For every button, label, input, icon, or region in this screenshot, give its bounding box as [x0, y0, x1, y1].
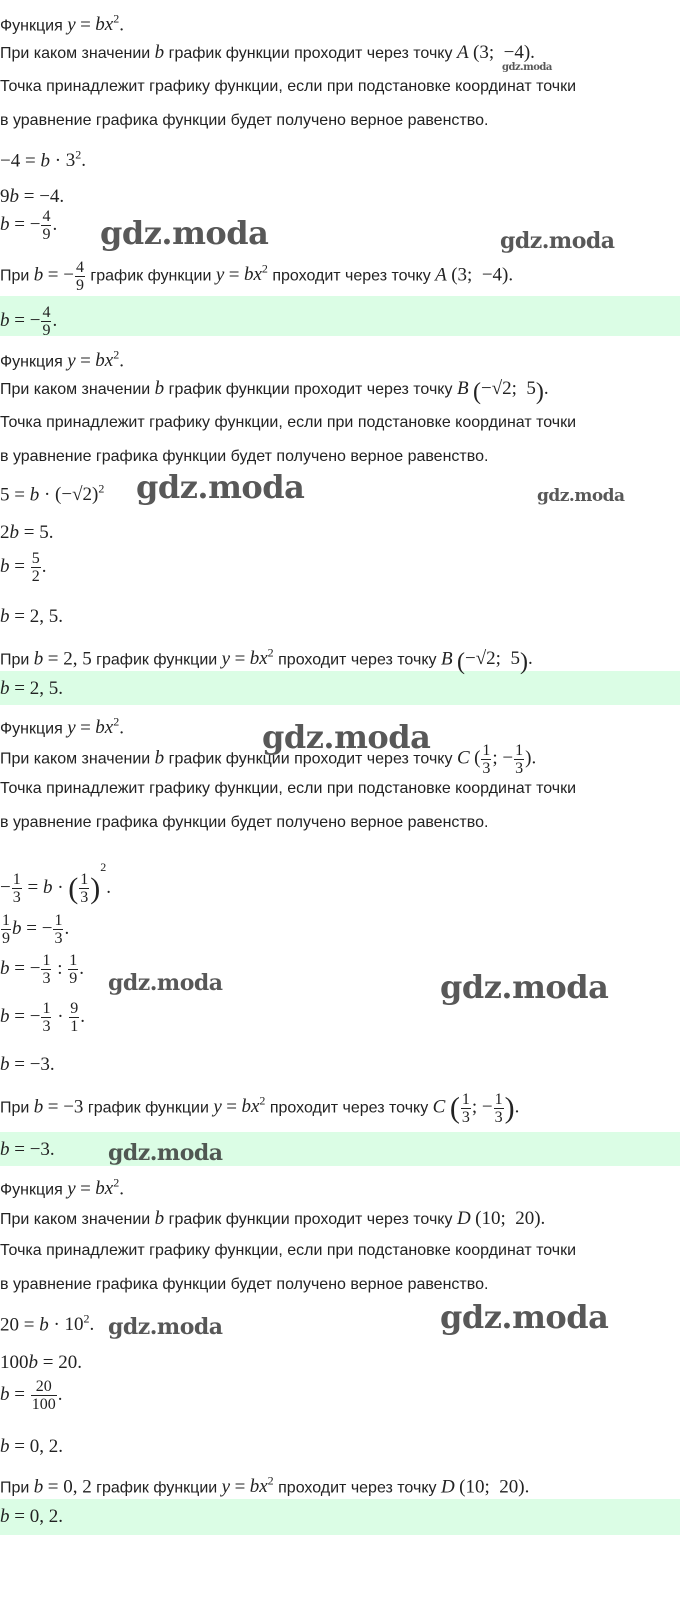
func-label: Функция — [0, 1181, 63, 1199]
watermark: gdz.moda — [440, 1298, 609, 1336]
answer: b = − $\frac{4}{9}$ . — [0, 304, 58, 339]
rule-text-1: Точка принадлежит графику функции, если при подстановке координат точки — [0, 78, 577, 95]
question-text: При каком значении — [0, 750, 151, 768]
question-line: При каком значении b график функции проходит через точку B (−√2; 5). — [0, 378, 549, 405]
conclusion-text: график функции — [87, 1099, 209, 1117]
watermark: gdz.moda — [108, 970, 223, 996]
equation: b = −3. — [0, 1054, 55, 1075]
equation: b = 0, 2. — [0, 1436, 63, 1457]
conclusion-text: При — [0, 1099, 30, 1117]
question-text-2: график функции проходит через точку — [168, 381, 453, 398]
answer-band-d — [0, 1499, 680, 1535]
answer-band-b — [0, 671, 680, 705]
equation: b = 2, 5. — [0, 606, 63, 627]
conclusion-line: При b = −3 график функции $y = bx^2$ проходит через точку C ( $\frac{1}{3}$ ; − $\frac{1}{3}$ ). — [0, 1090, 520, 1126]
answer-band-c — [0, 1132, 680, 1166]
answer: b = 2, 5. — [0, 678, 63, 699]
func-line: Функция $y = bx^2$. — [0, 715, 124, 739]
equation: b = $\frac{20}{100}$ . — [0, 1378, 63, 1413]
func-line: Функция $y = bx^2$. — [0, 348, 124, 372]
question-text: При каком значении — [0, 1211, 151, 1228]
func-line: Функция $y = bx^2$. — [0, 12, 124, 36]
equation: 2b = 5. — [0, 522, 54, 543]
question-line: При каком значении b график функции проходит через точку A (3; −4). — [0, 42, 535, 63]
watermark: gdz.moda — [537, 486, 625, 506]
question-text: При каком значении — [0, 381, 151, 398]
answer: b = −3. — [0, 1139, 55, 1160]
equation: b = $\frac{5}{2}$ . — [0, 550, 47, 585]
conclusion-text: При — [0, 651, 30, 669]
equation: − $\frac{1}{3}$ = b · ( $\frac{1}{3}$ )$^2$. — [0, 860, 112, 907]
rule-text-1: Точка принадлежит графику функции, если при подстановке координат точки — [0, 414, 577, 431]
question-line: При каком значении b график функции проходит через точку D (10; 20). — [0, 1208, 546, 1229]
watermark: gdz.moda — [108, 1140, 223, 1166]
conclusion-text: график функции — [96, 1479, 218, 1497]
equation: 9b = −4. — [0, 186, 65, 207]
equation: b = − $\frac{1}{3}$ · $\frac{9}{1}$ . — [0, 1000, 86, 1035]
conclusion-text: проходит через точку — [278, 651, 437, 669]
rule-text-1: Точка принадлежит графику функции, если при подстановке координат точки — [0, 780, 577, 797]
question-text-2: график функции проходит через точку — [168, 1211, 453, 1228]
conclusion-line: При b = 2, 5 график функции $y = bx^2$ проходит через точку B (−√2; 5). — [0, 646, 533, 676]
func-label: Функция — [0, 17, 63, 35]
conclusion-text: график функции — [90, 267, 212, 285]
func-label: Функция — [0, 720, 63, 738]
conclusion-line: При b = 0, 2 график функции $y = bx^2$ проходит через точку D (10; 20). — [0, 1474, 530, 1498]
watermark: gdz.moda — [502, 62, 552, 73]
rule-text-2: в уравнение графика функции будет получено верное равенство. — [0, 1276, 489, 1293]
equation: b = − $\frac{1}{3}$ : $\frac{1}{9}$ . — [0, 952, 84, 987]
watermark: gdz.moda — [136, 468, 305, 506]
func-line: Функция $y = bx^2$. — [0, 1176, 124, 1200]
conclusion-text: При — [0, 1479, 30, 1497]
question-text: При каком значении — [0, 45, 151, 62]
rule-text-2: в уравнение графика функции будет получено верное равенство. — [0, 112, 489, 129]
answer-band-a — [0, 296, 680, 336]
watermark: gdz.moda — [108, 1314, 223, 1340]
conclusion-text: проходит через точку — [278, 1479, 437, 1497]
conclusion-text: проходит через точку — [269, 1099, 429, 1117]
question-line: При каком значении b график функции проходит через точку C ( $\frac{1}{3}$ ; − $\frac{1}{3}$ ). — [0, 742, 537, 777]
equation: $20 = b \cdot 10^2$. — [0, 1312, 95, 1336]
equation: b = − $\frac{4}{9}$ . — [0, 208, 58, 243]
conclusion-line: При b = − $\frac{4}{9}$ график функции $y = bx^2$ проходит через точку A (3; −4). — [0, 258, 514, 294]
equation: $5 = b \cdot (-√2)^2$ — [0, 482, 105, 506]
conclusion-text: проходит через точку — [272, 267, 431, 285]
watermark: gdz.moda — [500, 228, 615, 254]
equation: $\frac{1}{9}$ b = − $\frac{1}{3}$ . — [2, 912, 70, 947]
watermark: gdz.moda — [100, 214, 269, 252]
rule-text-1: Точка принадлежит графику функции, если при подстановке координат точки — [0, 1242, 577, 1259]
conclusion-text: график функции — [96, 651, 218, 669]
func-label: Функция — [0, 353, 63, 371]
rule-text-2: в уравнение графика функции будет получено верное равенство. — [0, 814, 489, 831]
equation: $-4 = b \cdot 3^2$. — [0, 148, 87, 172]
conclusion-text: При — [0, 267, 30, 285]
watermark: gdz.moda — [262, 718, 431, 756]
watermark: gdz.moda — [440, 968, 609, 1006]
answer: b = 0, 2. — [0, 1506, 63, 1527]
rule-text-2: в уравнение графика функции будет получено верное равенство. — [0, 448, 489, 465]
question-text-2: график функции проходит через точку — [168, 750, 453, 768]
equation: 100b = 20. — [0, 1352, 82, 1373]
question-text-2: график функции проходит через точку — [168, 45, 453, 62]
